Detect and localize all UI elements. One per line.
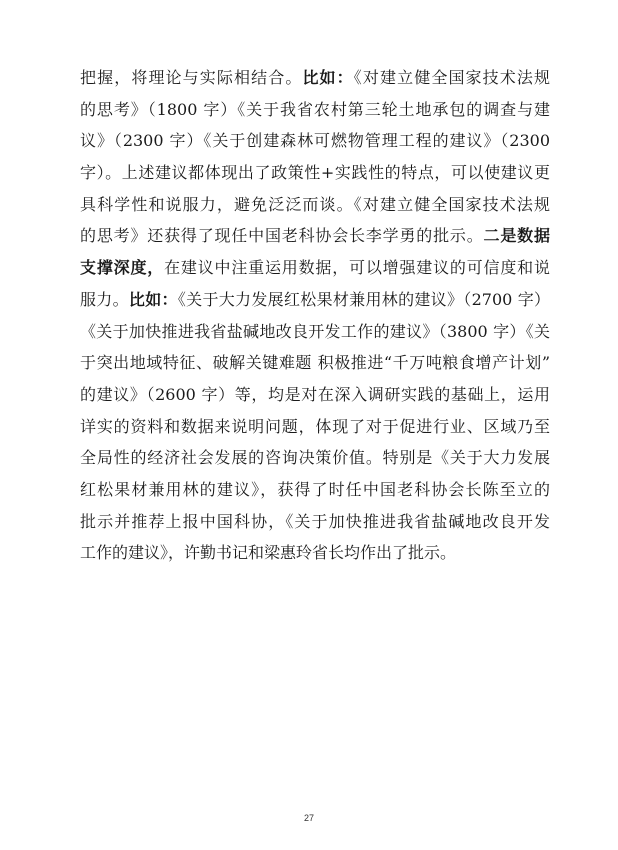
text-segment: 工作的建议》，许勤书记和梁惠玲省长均作出了批示。 [80,543,457,563]
text-line [80,94,550,126]
text-line [80,316,550,348]
text-line [80,62,550,94]
text-line [80,537,550,569]
text-segment: 的思考》（1800 字）《关于我省农村第三轮土地承包的调查与建 [80,99,550,119]
text-line [80,125,550,157]
text-segment: 的思考》还获得了现任中国老科协会长李学勇的批示。 [80,226,484,246]
page-number: 27 [303,813,314,823]
bold-text-segment: 比如： [128,289,178,309]
text-segment: 详实的资料和数据来说明问题，体现了对于促进行业、区域乃至 [80,416,550,436]
text-segment: 全局性的经济社会发展的咨询决策价值。特别是《关于大力发展 [80,448,550,468]
text-segment: 《对建立健全国家技术法规 [353,68,550,87]
text-line [80,379,550,411]
bold-text-segment: 支撑深度， [80,258,165,278]
text-segment: 把握，将理论与实际相结合。 [80,68,303,87]
text-segment: 字）。上述建议都体现出了政策性+实践性的特点，可以使建议更 [80,163,550,183]
text-line [80,474,550,506]
text-line [80,506,550,538]
text-line [80,220,550,252]
text-line [80,442,550,474]
body-paragraph [80,62,550,569]
bold-text-segment: 二是数据 [483,226,550,246]
text-line [80,189,550,221]
text-segment: 具科学性和说服力，避免泛泛而谈。《对建立健全国家技术法规 [80,194,550,214]
text-segment: 的建议》（2600 字）等，均是对在深入调研实践的基础上，运用 [80,384,550,404]
text-segment: 《关于大力发展红松果材兼用林的建议》（2700 字） [177,289,550,309]
text-segment: 服力。 [80,289,129,309]
text-segment: 议》（2300 字）《关于创建森林可燃物管理工程的建议》（2300 [80,131,550,151]
text-segment: 红松果材兼用林的建议》，获得了时任中国老科协会长陈至立的 [80,479,550,499]
text-segment: 《关于加快推进我省盐碱地改良开发工作的建议》（3800 字）《关 [80,321,550,341]
text-segment: 在建议中注重运用数据，可以增强建议的可信度和说 [164,258,550,278]
text-line [80,157,550,189]
text-segment: 批示并推荐上报中国科协，《关于加快推进我省盐碱地改良开发 [80,511,550,531]
text-line [80,252,550,284]
text-segment: 于突出地域特征、破解关键难题 积极推进“千万吨粮食增产计划” [80,353,550,373]
text-line [80,347,550,379]
bold-text-segment: 比如： [302,68,354,87]
text-line [80,284,550,316]
text-line [80,411,550,443]
